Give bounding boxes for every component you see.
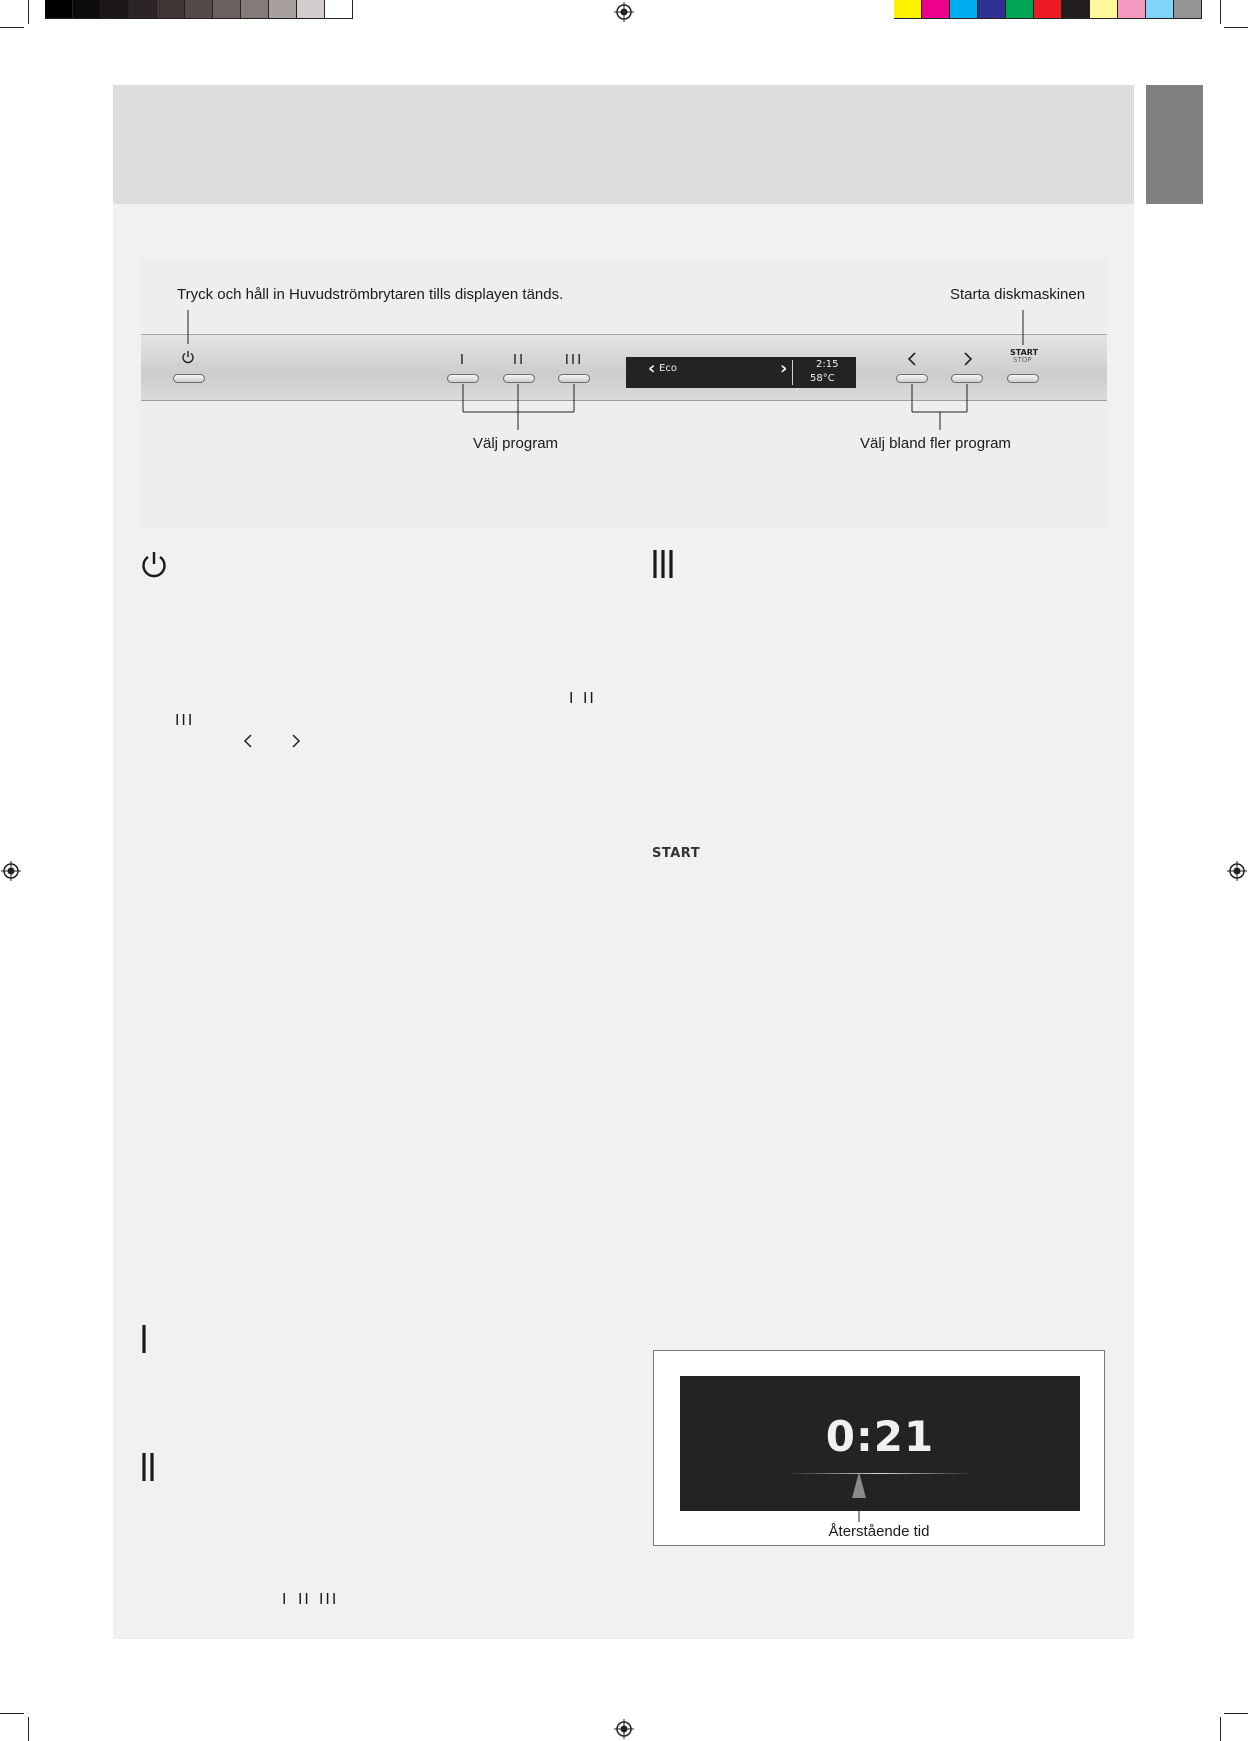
bottom-program-2-icon: II [298, 1590, 311, 1608]
crop-mark [28, 1717, 29, 1741]
registration-mark-icon [1227, 861, 1247, 881]
program-2-label: II [512, 351, 526, 368]
crop-mark [1220, 1717, 1221, 1741]
display-program-name: Eco [659, 363, 677, 374]
inline-program-3-icon: III [175, 711, 195, 729]
program-1-label: I [459, 351, 467, 368]
program-2-section-icon [140, 1453, 156, 1481]
program-3-section-icon [652, 550, 676, 578]
start-label: START [1010, 348, 1039, 357]
power-section-icon [140, 550, 168, 580]
display-time: 2:15 [816, 359, 839, 370]
callout-power-text: Tryck och håll in Huvudströmbrytaren tills displayen tänds. [177, 286, 564, 303]
registration-mark-icon [1, 861, 21, 881]
inline-chevron-right-icon [291, 733, 301, 749]
bottom-program-1-icon: I [282, 1590, 287, 1608]
callout-lines [0, 0, 1248, 600]
arrow-up-icon [850, 1470, 868, 1522]
inline-program-2-icon: II [583, 689, 596, 707]
display-temperature: 58°C [810, 373, 835, 384]
display-next-chevron-icon: › [780, 358, 788, 379]
remaining-time-illustration [653, 1350, 1105, 1546]
program-3-label: III [564, 351, 584, 368]
display-prev-chevron-icon: ‹ [648, 358, 656, 379]
bottom-program-3-icon: III [319, 1590, 339, 1608]
program-1-section-icon [140, 1325, 148, 1353]
stop-label: STOP [1013, 356, 1032, 364]
inline-program-1-icon: I [569, 689, 574, 707]
registration-mark-icon [614, 1719, 634, 1739]
remaining-time-caption: Återstående tid [828, 1523, 930, 1540]
callout-start-text: Starta diskmaskinen [950, 286, 1086, 303]
callout-select-program-text: Välj program [473, 435, 559, 452]
crop-mark [0, 1713, 24, 1714]
remaining-time-screen [680, 1376, 1080, 1511]
callout-more-programs-text: Välj bland fler program [860, 435, 1011, 452]
remaining-time-value: 0:21 [825, 1412, 935, 1461]
start-inline-label: START [652, 846, 701, 861]
inline-chevron-left-icon [243, 733, 253, 749]
crop-mark [1224, 1713, 1248, 1714]
time-underline [785, 1473, 975, 1474]
